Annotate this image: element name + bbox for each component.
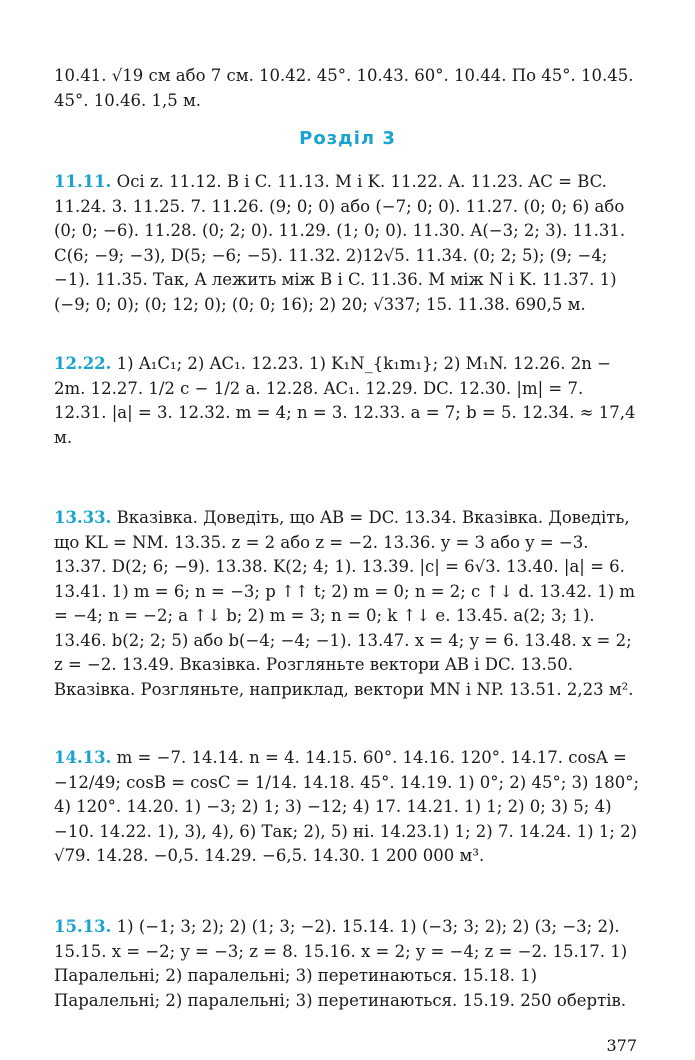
paragraph-text: Осі z. 11.12. B і C. 11.13. M і K. 11.22. A. 11.23. AC = BC. 11.24. 3. 11.25. 7. 11.26. (9; 0; 0) або (−7; 0; 0). 11.27. (0; 0; 6) або (0; 0; −6). 11.28. (0; 2; 0). 11.29. (1; 0; 0). 11.30. A(−3; 2; 3). 11.31. C(6; −9; −3), D(5; −6; −5). 11.32. 2)12√5. 11.34. (0; 2; 5); (9; −4; −1). 11.35. Так, A лежить між B і C. 11.36. M між N і K. 11.37. 1) (−9; 0; 0); (0; 12; 0); (0; 0; 16); 2) 20; √337; 15. 11.38. 690,5 м. xyxy=(54,172,626,314)
paragraph-lead-number: 12.22. xyxy=(54,354,112,373)
paragraph-text: 10.41. √19 см або 7 см. 10.42. 45°. 10.43. 60°. 10.44. По 45°. 10.45. 45°. 10.46. 1,5 м. xyxy=(54,66,634,110)
page-number: 377 xyxy=(606,1036,637,1055)
answers-paragraph-10 xyxy=(54,64,640,113)
paragraph-lead-number: 14.13. xyxy=(54,748,112,767)
answers-paragraph-15 xyxy=(54,915,640,1013)
paragraph-lead-number: 11.11. xyxy=(54,172,112,191)
answers-paragraph-13 xyxy=(54,506,640,702)
paragraph-text: 1) A₁C₁; 2) AC₁. 12.23. 1) K₁N_{k₁m₁}; 2) M₁N. 12.26. 2n − 2m. 12.27. 1/2 c − 1/2 a. 12.28. AC₁. 12.29. DC. 12.30. |m| = 7. 12.31. |a| = 3. 12.32. m = 4; n = 3. 12.33. a = 7; b = 5. 12.34. ≈ 17,4 м. xyxy=(54,354,636,447)
answers-paragraph-14 xyxy=(54,746,640,869)
answers-paragraph-11 xyxy=(54,170,640,317)
paragraph-lead-number: 13.33. xyxy=(54,508,112,527)
paragraph-text: Вказівка. Доведіть, що AB = DC. 13.34. Вказівка. Доведіть, що KL = NM. 13.35. z = 2 або z = −2. 13.36. y = 3 або y = −3. 13.37. D(2; 6; −9). 13.38. K(2; 4; 1). 13.39. |c| = 6√3. 13.40. |a| = 6. 13.41. 1) m = 6; n = −3; p ↑↑ t; 2) m = 0; n = 2; c ↑↓ d. 13.42. 1) m = −4; n = −2; a ↑↓ b; 2) m = 3; n = 0; k ↑↓ e. 13.45. a(2; 3; 1). 13.46. b(2; 2; 5) або b(−4; −4; −1). 13.47. x = 4; y = 6. 13.48. x = 2; z = −2. 13.49. Вказівка. Розгляньте вектори AB і DC. 13.50. Вказівка. Розгляньте, наприклад, вектори MN і NP. 13.51. 2,23 м². xyxy=(54,508,636,699)
paragraph-text: 1) (−1; 3; 2); 2) (1; 3; −2). 15.14. 1) (−3; 3; 2); 2) (3; −3; 2). 15.15. x = −2; y = −3; z = 8. 15.16. x = 2; y = −4; z = −2. 15.17. 1) Паралельні; 2) паралельні; 3) перетинаються. 15.18. 1) Паралельні; 2) паралельні; 3) перетинаються. 15.19. 250 обертів. xyxy=(54,917,628,1010)
answers-paragraph-12 xyxy=(54,352,640,450)
paragraph-text: m = −7. 14.14. n = 4. 14.15. 60°. 14.16. 120°. 14.17. cosA = −12/49; cosB = cosC = 1/14. 14.18. 45°. 14.19. 1) 0°; 2) 45°; 3) 180°; 4) 120°. 14.20. 1) −3; 2) 1; 3) −12; 4) 17. 14.21. 1) 1; 2) 0; 3) 5; 4) −10. 14.22. 1), 3), 4), 6) Так; 2), 5) ні. 14.23.1) 1; 2) 7. 14.24. 1) 1; 2) √79. 14.28. −0,5. 14.29. −6,5. 14.30. 1 200 000 м³. xyxy=(54,748,640,865)
paragraph-lead-number: 15.13. xyxy=(54,917,112,936)
section-title: Розділ 3 xyxy=(299,128,396,149)
